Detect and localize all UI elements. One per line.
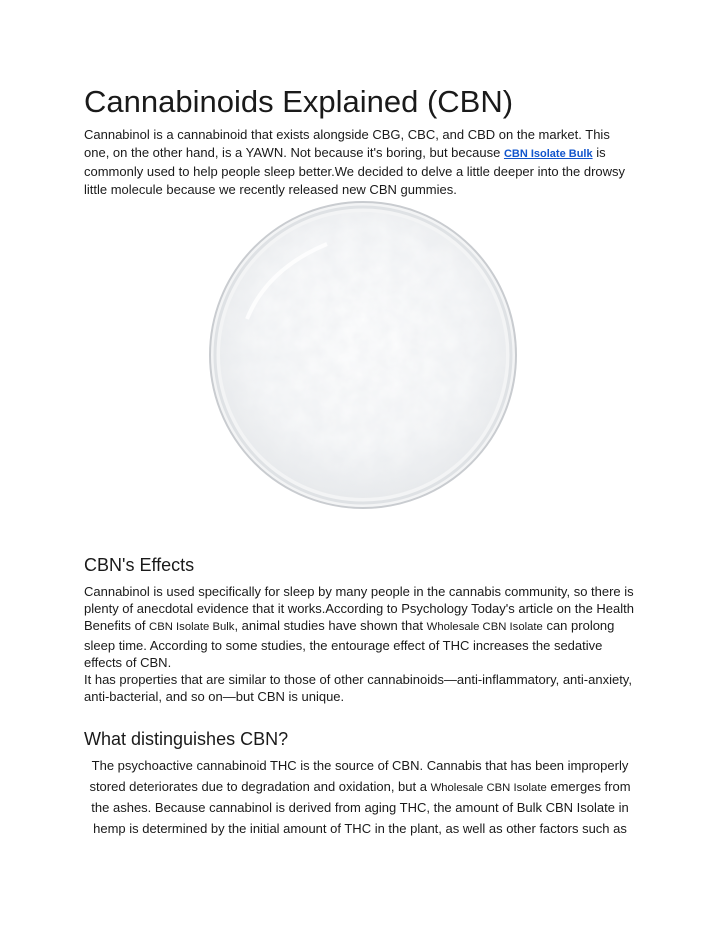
effects-text-p2: It has properties that are similar to those of other cannabinoids—anti-inflammatory, anti-anxiety, anti-bacterial, and so on—but CBN is unique. <box>84 672 632 705</box>
cbn-isolate-bulk-link[interactable]: CBN Isolate Bulk <box>503 147 593 160</box>
effects-text-a: Cannabinol is used specifically for sleep by many people in the cannabis community, so there is plenty of anecdotal evidence that it works.According to Psychology Today's article on the Health Benefits of <box>84 584 634 634</box>
section-heading-distinguishes: What distinguishes CBN? <box>84 729 289 749</box>
section-heading-effects: CBN's Effects <box>84 555 195 575</box>
intro-text-after: is commonly used to help people sleep better.We decided to delve a little deeper into the drowsy little molecule because we recently released new CBN gummies. <box>84 144 626 197</box>
effects-text-b: , animal studies have shown that <box>234 618 427 634</box>
effects-paragraph <box>84 583 636 705</box>
distinguishes-text-b: emerges from the ashes. Because cannabinol is derived from aging THC, the amount of Bulk CBN Isolate in hemp is determined by the initial amount of THC in the plant, as well as other factors such as <box>91 778 631 836</box>
petri-dish-illustration <box>207 199 519 511</box>
effects-term-cbn-isolate-bulk: CBN Isolate Bulk <box>149 621 235 634</box>
distinguishes-text-a: The psychoactive cannabinoid THC is the source of CBN. Cannabis that has been improperly stored deteriorates due to degradation and oxidation, but a <box>89 758 629 794</box>
petri-dish-image <box>207 199 519 511</box>
distinguishes-term-wholesale-cbn-isolate: Wholesale CBN Isolate <box>430 781 547 794</box>
distinguishes-paragraph <box>84 756 636 839</box>
page-title: Cannabinoids Explained (CBN) <box>84 84 514 119</box>
effects-term-wholesale-cbn-isolate: Wholesale CBN Isolate <box>426 621 543 634</box>
effects-text-c: can prolong sleep time. According to some studies, the entourage effect of THC increases the sedative effects of CBN. <box>84 618 615 670</box>
intro-paragraph <box>84 126 636 198</box>
intro-text-before: Cannabinol is a cannabinoid that exists alongside CBG, CBC, and CBD on the market. This one, on the other hand, is a YAWN. Not because it's boring, but because <box>84 127 610 160</box>
